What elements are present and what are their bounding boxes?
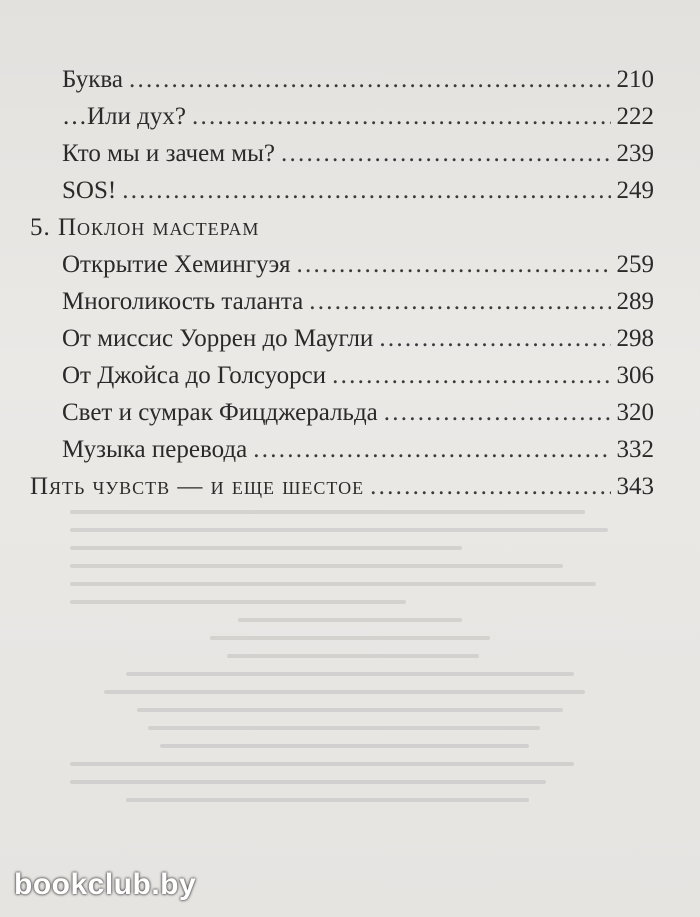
toc-leader-dots: [129, 65, 611, 95]
toc-leader-dots: [296, 250, 610, 280]
site-watermark: bookclub.by: [14, 868, 197, 901]
toc-entry-title: Кто мы и зачем мы?: [62, 140, 275, 167]
toc-entry-title: …Или дух?: [62, 103, 186, 130]
toc-leader-dots: [192, 102, 611, 132]
toc-entry-title: Музыка перевода: [62, 436, 248, 463]
toc-entry: [62, 102, 654, 132]
bleed-through-text: [70, 510, 630, 870]
toc-entry-title: SOS!: [62, 177, 117, 204]
toc-leader-dots: [332, 361, 610, 391]
toc-entry-page: 259: [616, 251, 654, 278]
toc-entry-page: 239: [616, 140, 654, 167]
toc-entry-page: 249: [616, 177, 654, 204]
toc-entry-title: От миссис Уоррен до Маугли: [62, 325, 374, 352]
toc-entry-title: Свет и сумрак Фицджеральда: [62, 399, 378, 426]
toc-entry-final: [30, 472, 654, 502]
toc-leader-dots: [281, 139, 611, 169]
toc-leader-dots: [122, 176, 610, 206]
toc-entry: [62, 250, 654, 280]
section-heading: 5. Поклон мастерам: [30, 214, 260, 241]
toc-entry-page: 298: [616, 325, 654, 352]
toc-leader-dots: [253, 435, 610, 465]
toc-entry: [62, 176, 654, 206]
toc-entry-page: 320: [616, 399, 654, 426]
toc-leader-dots: [379, 324, 610, 354]
toc-entry-page: 222: [616, 103, 654, 130]
toc-entry-page: 210: [616, 66, 654, 93]
toc-leader-dots: [309, 287, 610, 317]
toc-entry-title: От Джойса до Голсуорси: [62, 362, 327, 389]
toc-entry-title: Многоликость таланта: [62, 288, 304, 315]
toc-entry: [62, 361, 654, 391]
toc-entry-title: Буква: [62, 66, 123, 93]
toc-entry: [62, 324, 654, 354]
toc-entry-title: Пять чувств — и еще шестое: [30, 473, 365, 500]
toc-entry-page: 289: [616, 288, 654, 315]
toc-entry: [62, 398, 654, 428]
toc-leader-dots: [370, 472, 610, 502]
toc-entry: [62, 139, 654, 169]
toc-entry: [62, 287, 654, 317]
toc-entry-page: 343: [616, 473, 654, 500]
toc-entry-page: 332: [616, 436, 654, 463]
toc-leader-dots: [384, 398, 611, 428]
toc-entry: [62, 435, 654, 465]
toc-entry: [62, 65, 654, 95]
toc-entry-page: 306: [616, 362, 654, 389]
toc-entry-title: Открытие Хемингуэя: [62, 251, 291, 278]
